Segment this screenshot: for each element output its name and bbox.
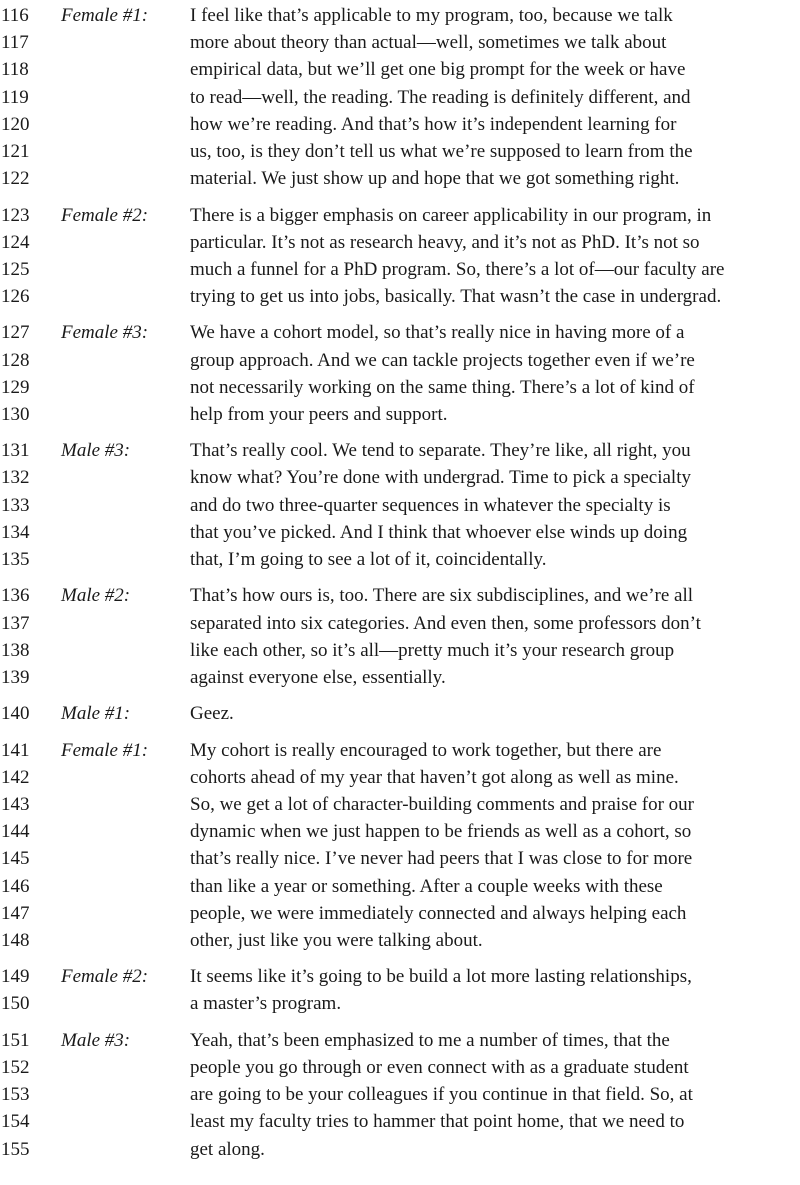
utterance-line: I feel like that’s applicable to my program, too, because we talk [190,5,673,26]
utterance-line: that, I’m going to see a lot of it, coincidentally. [190,549,547,571]
line-number: 127 [1,322,30,344]
line-number: 123 [1,204,30,226]
utterance [190,700,800,727]
line-number: 151 [1,1029,30,1051]
utterance-line: help from your peers and support. [190,403,448,425]
utterance-line: know what? You’re done with undergrad. Time to pick a specialty [190,467,691,489]
speaker-label: Male #1: [61,703,131,725]
line-number: 132 [1,467,30,489]
speaker-label: Female #2: [61,966,149,988]
speaker-label: Female #2: [61,204,149,226]
utterance [190,1027,800,1163]
transcript-turn [0,963,800,1017]
line-number: 129 [1,376,30,398]
line-number: 120 [1,113,30,135]
utterance-line: than like a year or something. After a couple weeks with these [190,875,663,897]
transcript-turn [0,737,800,955]
line-number: 148 [1,929,30,951]
line-number: 152 [1,1056,30,1078]
line-number: 121 [1,140,30,162]
utterance-line: cohorts ahead of my year that haven’t got along as well as mine. [190,766,679,788]
line-number: 139 [1,666,30,688]
utterance-line: trying to get us into jobs, basically. That wasn’t the case in undergrad. [190,286,722,308]
line-number: 124 [1,231,30,253]
transcript-turn [0,319,800,428]
transcript-turn [0,1027,800,1163]
utterance-line: There is a bigger emphasis on career applicability in our program, in [190,204,712,226]
utterance-line: people, we were immediately connected and always helping each [190,902,687,924]
utterance [190,582,800,691]
transcript-turn [0,202,800,311]
utterance-line: get along. [190,1138,265,1160]
line-number: 131 [1,440,30,462]
speaker-label: Female #3: [61,322,149,344]
utterance-line: other, just like you were talking about. [190,929,483,951]
utterance-line: people you go through or even connect with as a graduate student [190,1056,689,1078]
utterance-line: dynamic when we just happen to be friends as well as a cohort, so [190,821,692,843]
line-number: 130 [1,403,30,425]
utterance [190,319,800,428]
utterance-line: particular. It’s not as research heavy, and it’s not as PhD. It’s not so [190,231,700,253]
utterance-line: It seems like it’s going to be build a lot more lasting relationships, [190,966,692,988]
utterance-line: that you’ve picked. And I think that whoever else winds up doing [190,521,688,543]
line-number: 153 [1,1084,30,1106]
line-number: 136 [1,585,30,607]
line-number: 133 [1,494,30,516]
line-numbers [1,700,41,727]
line-number: 138 [1,639,30,661]
speaker-label: Female #1: [61,5,149,26]
line-numbers [1,202,41,311]
line-numbers [1,437,41,573]
speaker-label: Male #2: [61,585,131,607]
line-numbers [1,1027,41,1163]
utterance-line: empirical data, but we’ll get one big prompt for the week or have [190,59,686,81]
utterance-line: So, we get a lot of character-building comments and praise for our [190,793,695,815]
line-number: 122 [1,168,30,190]
utterance-line: how we’re reading. And that’s how it’s independent learning for [190,113,677,135]
utterance-line: that’s really nice. I’ve never had peers that I was close to for more [190,848,693,870]
line-numbers [1,737,41,955]
line-number: 146 [1,875,30,897]
utterance [190,963,800,1017]
utterance [190,737,800,955]
line-numbers [1,963,41,1017]
utterance [190,437,800,573]
transcript-turn [0,582,800,691]
utterance-line: least my faculty tries to hammer that point home, that we need to [190,1111,685,1133]
line-number: 126 [1,286,30,308]
utterance-line: material. We just show up and hope that we got something right. [190,168,680,190]
utterance-line: That’s really cool. We tend to separate. They’re like, all right, you [190,440,691,462]
speaker-label: Male #3: [61,1029,131,1051]
line-numbers [1,582,41,691]
line-number: 128 [1,349,30,371]
speaker-label: Male #3: [61,440,131,462]
utterance [190,202,800,311]
speaker-label: Female #1: [61,739,149,761]
line-number: 135 [1,549,30,571]
utterance-line: a master’s program. [190,993,342,1015]
utterance-line: us, too, is they don’t tell us what we’re supposed to learn from the [190,140,693,162]
utterance-line: Geez. [190,703,234,725]
transcript-turn [0,2,800,192]
line-number: 143 [1,793,30,815]
line-number: 150 [1,993,30,1015]
utterance-line: much a funnel for a PhD program. So, there’s a lot of—our faculty are [190,258,725,280]
utterance-line: separated into six categories. And even then, some professors don’t [190,612,701,634]
utterance-line: That’s how ours is, too. There are six subdisciplines, and we’re all [190,585,694,607]
line-number: 141 [1,739,30,761]
line-number: 144 [1,821,30,843]
line-number: 116 [1,5,29,26]
line-number: 155 [1,1138,30,1160]
utterance [190,2,800,192]
line-number: 117 [1,32,29,54]
utterance-line: to read—well, the reading. The reading is definitely different, and [190,86,691,108]
utterance-line: like each other, so it’s all—pretty much it’s your research group [190,639,675,661]
transcript-turn [0,700,800,727]
line-numbers [1,319,41,428]
utterance-line: are going to be your colleagues if you continue in that field. So, at [190,1084,693,1106]
utterance-line: against everyone else, essentially. [190,666,446,688]
utterance-line: We have a cohort model, so that’s really nice in having more of a [190,322,685,344]
utterance-line: and do two three-quarter sequences in whatever the specialty is [190,494,671,516]
line-numbers [1,2,41,192]
utterance-line: more about theory than actual—well, sometimes we talk about [190,32,667,54]
utterance-line: Yeah, that’s been emphasized to me a number of times, that the [190,1029,670,1051]
line-number: 149 [1,966,30,988]
line-number: 147 [1,902,30,924]
line-number: 140 [1,703,30,725]
line-number: 134 [1,521,30,543]
line-number: 125 [1,258,30,280]
utterance-line: My cohort is really encouraged to work together, but there are [190,739,662,761]
line-number: 142 [1,766,30,788]
transcript-turn [0,437,800,573]
line-number: 145 [1,848,30,870]
utterance-line: not necessarily working on the same thing. There’s a lot of kind of [190,376,695,398]
line-number: 137 [1,612,30,634]
line-number: 118 [1,59,29,81]
line-number: 154 [1,1111,30,1133]
line-number: 119 [1,86,29,108]
utterance-line: group approach. And we can tackle projects together even if we’re [190,349,695,371]
